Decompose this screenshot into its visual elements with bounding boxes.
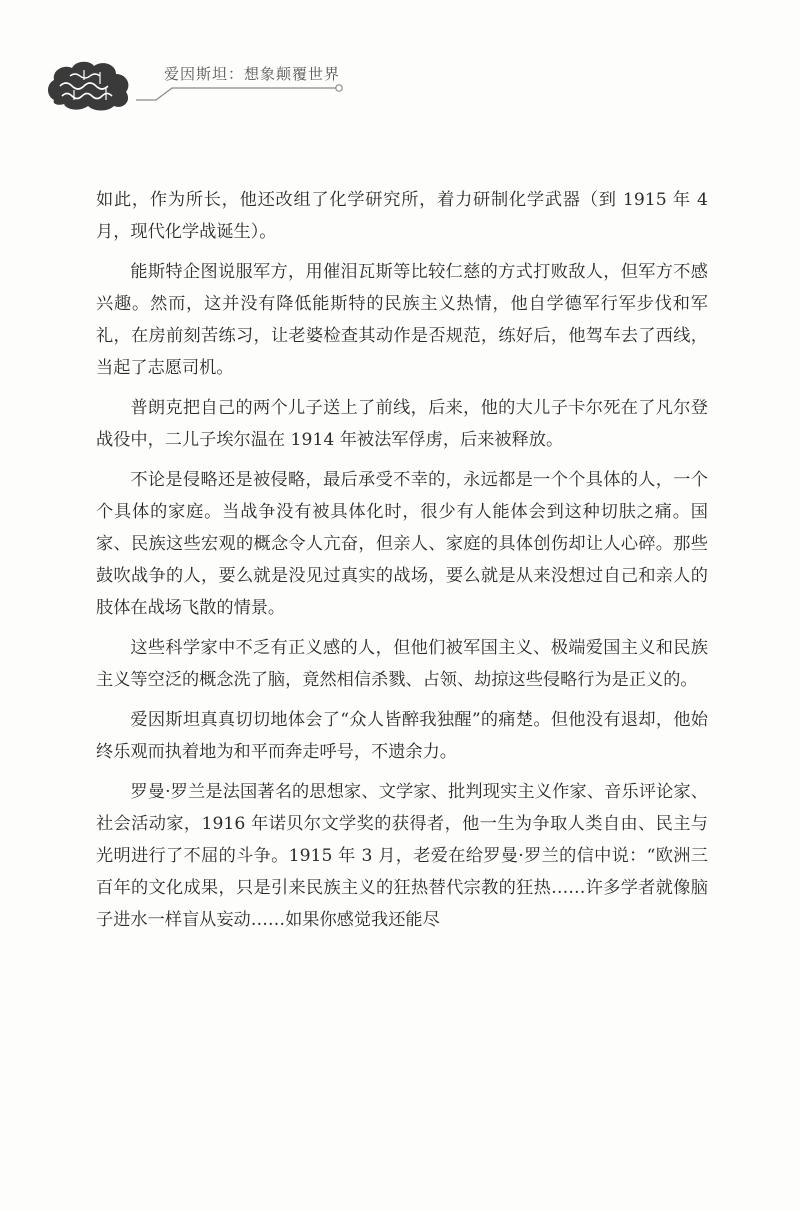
paragraph: 这些科学家中不乏有正义感的人，但他们被军国主义、极端爱国主义和民族主义等空泛的概念洗了脑，竟然相信杀戮、占领、劫掠这些侵略行为是正义的。 [96, 638, 708, 690]
paragraph: 普朗克把自己的两个儿子送上了前线，后来，他的大儿子卡尔死在了凡尔登战役中，二儿子埃尔温在 1914 年被法军俘虏，后来被释放。 [96, 398, 708, 450]
paragraph: 爱因斯坦真真切切地体会了“众人皆醉我独醒”的痛楚。但他没有退却，他始终乐观而执着地为和平而奔走呼号，不遗余力。 [96, 710, 708, 762]
paragraph: 罗曼·罗兰是法国著名的思想家、文学家、批判现实主义作家、音乐评论家、社会活动家，1916 年诺贝尔文学奖的获得者，他一生为争取人类自由、民主与光明进行了不屈的斗争。1915 年 3 月，老爱在给罗曼·罗兰的信中说：“欧洲三百年的文化成果，只是引来民族主义的狂热替代宗教的狂热……许多学者就像脑子进水一样盲从妄动……如果你感觉我还能尽 [96, 782, 708, 930]
book-title: 爱因斯坦：想象颠覆世界 [164, 65, 341, 83]
page-body [96, 184, 708, 944]
paragraph: 能斯特企图说服军方，用催泪瓦斯等比较仁慈的方式打败敌人，但军方不感兴趣。然而，这并没有降低能斯特的民族主义热情，他自学德军行军步伐和军礼，在房前刻苦练习，让老婆检查其动作是否规范，练好后，他驾车去了西线，当起了志愿司机。 [96, 262, 708, 378]
paragraph: 如此，作为所长，他还改组了化学研究所，着力研制化学武器（到 1915 年 4 月，现代化学战诞生）。 [96, 190, 708, 242]
paragraph: 不论是侵略还是被侵略，最后承受不幸的，永远都是一个个具体的人，一个个具体的家庭。当战争没有被具体化时，很少有人能体会到这种切肤之痛。国家、民族这些宏观的概念令人亢奋，但亲人、家庭的具体创伤却让人心碎。那些鼓吹战争的人，要么就是没见过真实的战场，要么就是从来没想过自己和亲人的肢体在战场飞散的情景。 [96, 470, 708, 618]
running-header [44, 50, 364, 120]
brain-icon [44, 56, 136, 114]
